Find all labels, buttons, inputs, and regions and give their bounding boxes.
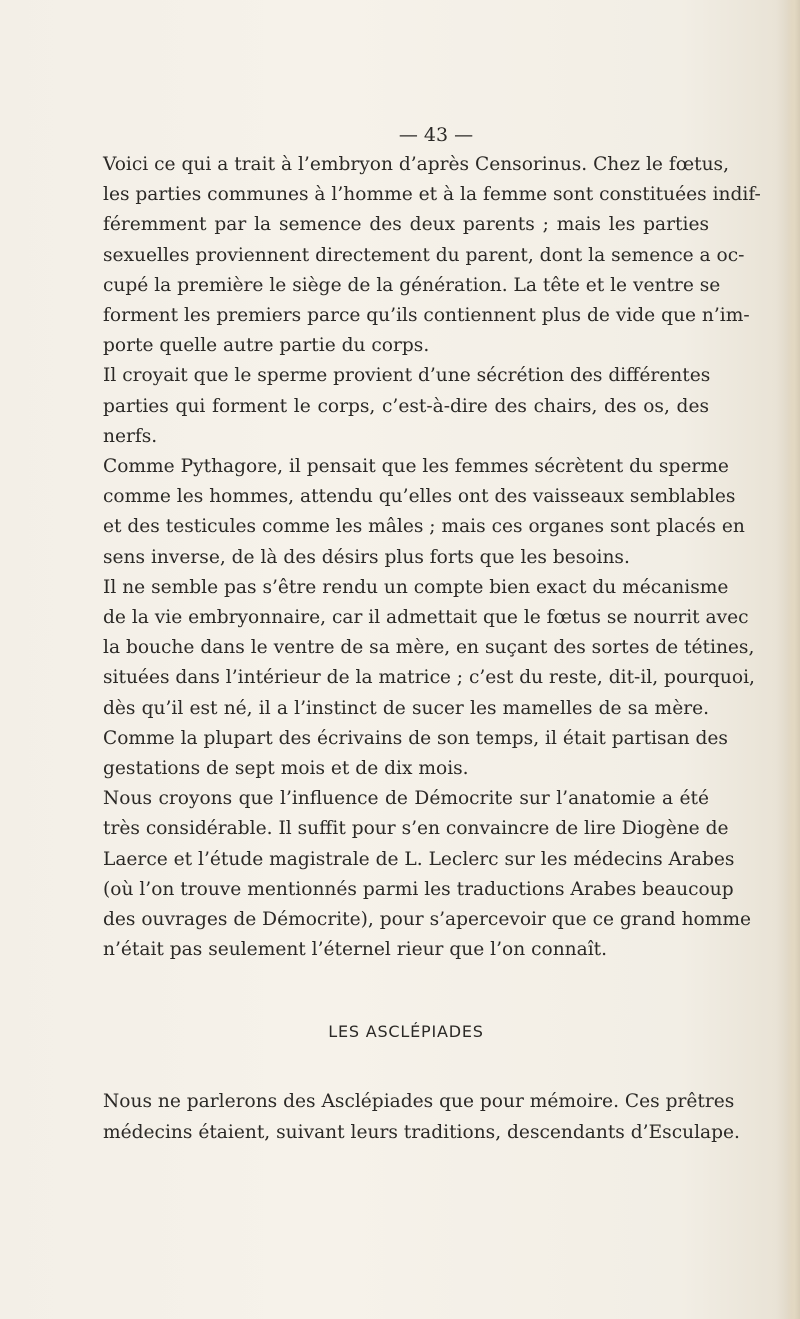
page-number: — 43 — [398,124,474,146]
text-line: Comme Pythagore, il pensait que les femmes sécrètent du sperme [103,456,729,478]
text-line: Il croyait que le sperme provient d’une sécrétion des différentes [103,365,711,387]
text-line: parties qui forment le corps, c’est-à-dire des chairs, des os, des [103,395,709,417]
text-line: et des testicules comme les mâles ; mais ces organes sont placés en [103,516,745,538]
paragraphs-before [103,150,761,965]
text-line: féremment par la semence des deux parents ; mais les parties [103,214,709,236]
text-line: médecins étaient, suivant leurs traditions, descendants d’Esculape. [103,1121,740,1143]
text-line: Nous ne parlerons des Asclépiades que pour mémoire. Ces prêtres [103,1091,735,1113]
paragraph [103,361,709,452]
text-line: sens inverse, de là des désirs plus forts que les besoins. [103,546,630,568]
text-line: sexuelles proviennent directement du parent, dont la semence a oc- [103,244,745,266]
text-line: n’était pas seulement l’éternel rieur que l’on connaît. [103,939,608,961]
text-line: comme les hommes, attendu qu’elles ont des vaisseaux semblables [103,486,736,508]
text-block [103,120,761,1148]
text-line: nerfs. [103,425,158,447]
page-edge-shadow [786,0,800,1319]
text-line: cupé la première le siège de la génération. La tête et le ventre se [103,274,721,296]
text-line: de la vie embryonnaire, car il admettait que le fœtus se nourrit avec [103,607,749,629]
text-line: Laerce et l’étude magistrale de L. Leclerc sur les médecins Arabes [103,848,735,870]
text-line: Nous croyons que l’influence de Démocrite sur l’anatomie a été [103,788,709,810]
text-line: dès qu’il est né, il a l’instinct de sucer les mamelles de sa mère. [103,697,709,719]
paragraph [103,1087,740,1147]
text-line: les parties communes à l’homme et à la femme sont constituées indif- [103,184,761,206]
section-title: LES ASCLÉPIADES [328,1022,484,1042]
text-line: forment les premiers parce qu’ils contiennent plus de vide que n’im- [103,305,750,327]
text-line: Il ne semble pas s’être rendu un compte bien exact du mécanisme [103,576,729,598]
text-line: la bouche dans le ventre de sa mère, en suçant des sortes de tétines, [103,637,755,659]
paragraph [103,784,752,965]
text-line: des ouvrages de Démocrite), pour s’apercevoir que ce grand homme [103,909,752,931]
paragraphs-after [103,1087,740,1147]
text-line: porte quelle autre partie du corps. [103,335,430,357]
text-line: Comme la plupart des écrivains de son temps, il était partisan des [103,727,728,749]
text-line: situées dans l’intérieur de la matrice ; c’est du reste, dit-il, pourquoi, [103,667,755,689]
text-line: gestations de sept mois et de dix mois. [103,758,469,780]
paragraph [103,150,761,361]
text-line: (où l’on trouve mentionnés parmi les traductions Arabes beaucoup [103,878,734,900]
paragraph [103,452,745,573]
text-line: Voici ce qui a trait à l’embryon d’après Censorinus. Chez le fœtus, [103,154,730,175]
text-line: très considérable. Il suffit pour s’en convaincre de lire Diogène de [103,818,729,840]
paragraph [103,573,755,784]
